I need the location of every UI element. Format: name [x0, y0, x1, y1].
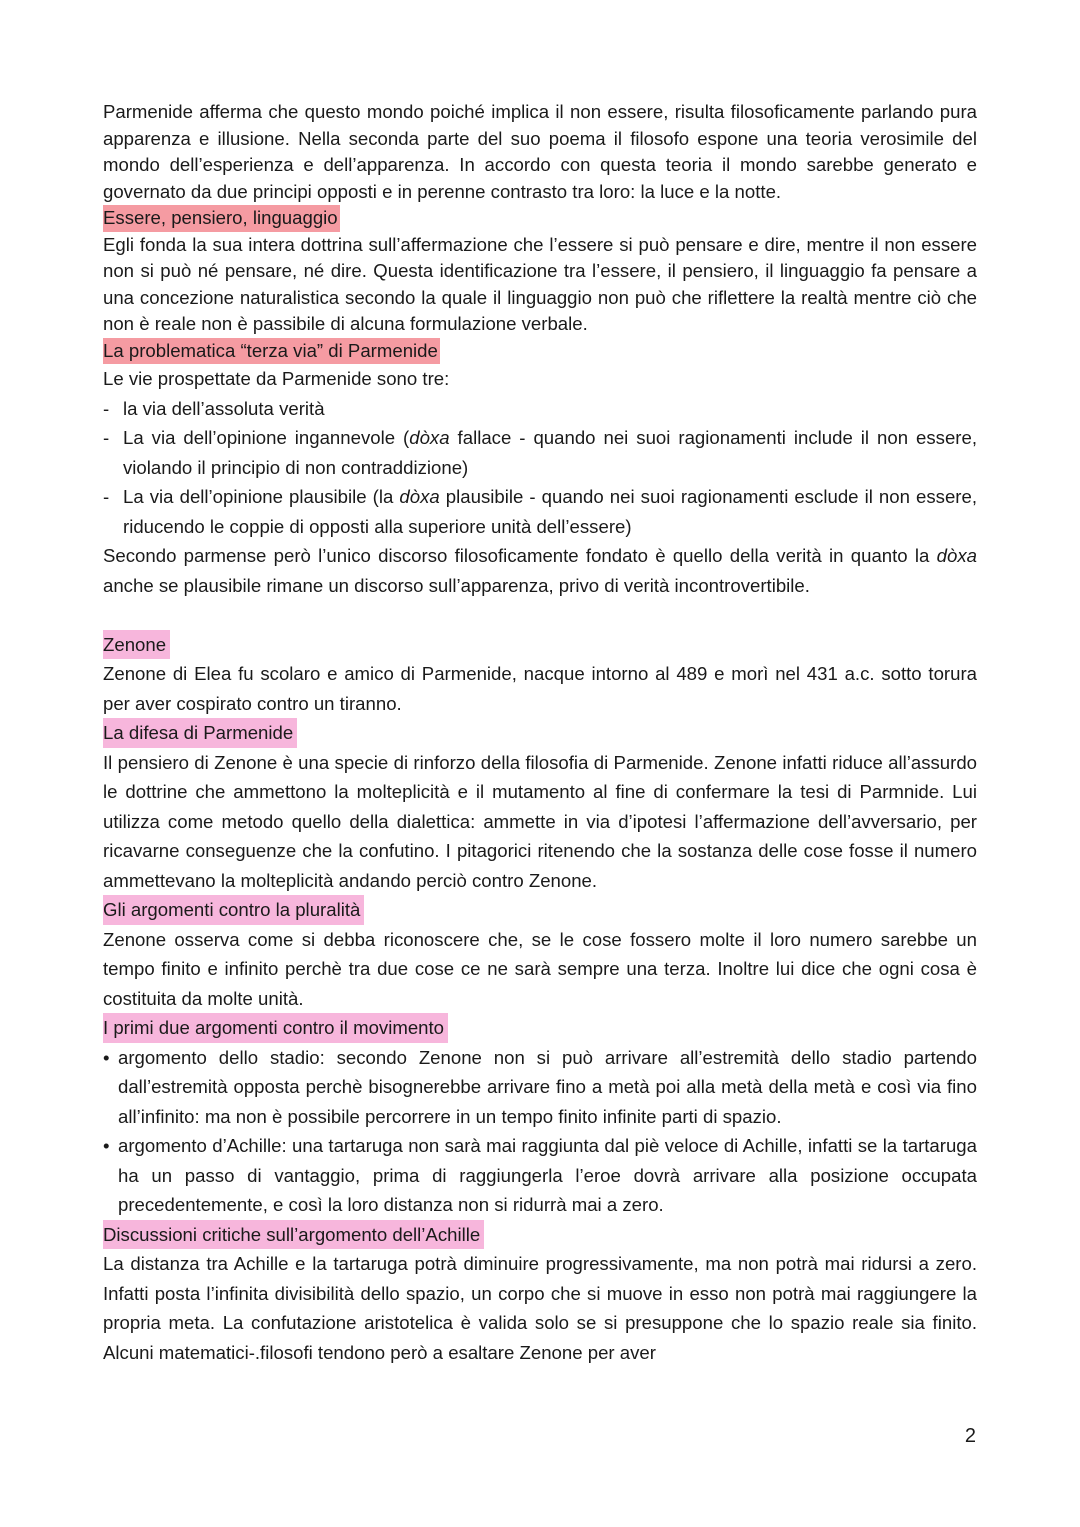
terza-via-conclusion: Secondo parmense però l’unico discorso filosoficamente fondato è quello della verità in quanto la dòxa anche se plausibile rimane un discorso sull’apparenza, privo di verità incontrovertibile. — [103, 545, 977, 596]
paragraph-essere: Egli fonda la sua intera dottrina sull’affermazione che l’essere si può pensare e dire, mentre il non essere non si può né pensare, né dire. Questa identificazione tra l’essere, il pensiero, il linguaggio fa pensare a una concezione naturalistica secondo la quale il linguaggio non può che riflettere la realtà mentre ciò che non è reale non è passibile di alcuna formulazione verbale. — [103, 233, 977, 334]
heading-terza-via: La problematica “terza via” di Parmenide — [103, 338, 440, 365]
paragraph-pluralita: Zenone osserva come si debba riconoscere che, se le cose fossero molte il loro numero sarebbe un tempo finito e infinito perchè tra due cose ce ne sarà sempre una terza. Inoltre lui dice che ogni cosa è costituita da molte unità. — [103, 928, 977, 1009]
heading-pluralita: Gli argomenti contro la pluralità — [103, 895, 364, 925]
page-number: 2 — [964, 1425, 976, 1447]
heading-essere: Essere, pensiero, linguaggio — [103, 205, 340, 232]
intro-paragraph: Parmenide afferma che questo mondo poiché implica il non essere, risulta filosoficamente parlando pura apparenza e illusione. Nella seconda parte del suo poema il filosofo espone una teoria verosimile del mondo dell’esperienza e dell’apparenza. In accordo con questa teoria il mondo sarebbe generato e governato da due principi opposti e in perenne contrasto tra loro: la luce e la notte. — [103, 101, 977, 202]
paragraph-difesa: Il pensiero di Zenone è una specie di rinforzo della filosofia di Parmenide. Zenone infatti riduce all’assurdo le dottrine che ammettono la molteplicità e il mutamento al fine di confermare la tesi di Parmnide. Lui utilizza come metodo quello della dialettica: ammette in via d’ipotesi l’affermazione dell’avversario, per ricavarne conseguenze che la confutino. I pitagorici ritenendo che la sostanza delle cose fosse il numero ammettevano la molteplicità andando perciò contro Zenone. — [103, 751, 977, 891]
list-item: • argomento d’Achille: una tartaruga non sarà mai raggiunta dal piè veloce di Achille, infatti se la tartaruga ha un passo di vantaggio, prima di raggiungerla l’eroe dovrà arrivare alla posizione occupata precedentemente, e così la loro distanza non si ridurrà mai a zero. — [103, 1131, 977, 1220]
document-page — [103, 99, 977, 1367]
section-gap — [103, 600, 977, 630]
heading-zenone: Zenone — [103, 630, 170, 660]
paragraph-discussioni: La distanza tra Achille e la tartaruga potrà diminuire progressivamente, ma non potrà mai ridursi a zero. Infatti posta l’infinita divisibilità dello spazio, un corpo che si muove in esso non potrà mai raggiungere la propria meta. La confutazione aristotelica è valida solo se si presuppone che lo spazio reale sia finito. Alcuni matematici-.filosofi tendono però a esaltare Zenone per aver — [103, 1253, 977, 1363]
list-item: - La via dell’opinione ingannevole (dòxa fallace - quando nei suoi ragionamenti include il non essere, violando il principio di non contraddizione) — [103, 423, 977, 482]
heading-movimento: I primi due argomenti contro il movimento — [103, 1013, 448, 1043]
heading-difesa: La difesa di Parmenide — [103, 718, 297, 748]
list-item: • argomento dello stadio: secondo Zenone non si può arrivare all’estremità dello stadio partendo dall’estremità opposta perchè bisognerebbe arrivare fino a metà poi alla metà della metà e così via fino all’infinito: ma non è possibile percorrere in un tempo finito infinite parti di spazio. — [103, 1043, 977, 1132]
paragraph-zenone: Zenone di Elea fu scolaro e amico di Parmenide, nacque intorno al 489 e morì nel 431 a.c. sotto torura per aver cospirato contro un tiranno. — [103, 663, 977, 714]
list-item: - la via dell’assoluta verità — [103, 394, 977, 424]
terza-via-intro: Le vie prospettate da Parmenide sono tre: — [103, 368, 450, 389]
heading-discussioni: Discussioni critiche sull’argomento dell’Achille — [103, 1220, 484, 1250]
movimento-list — [103, 1043, 977, 1220]
list-item: - La via dell’opinione plausibile (la dòxa plausibile - quando nei suoi ragionamenti esclude il non essere, riducendo le coppie di opposti alla superiore unità dell’essere) — [103, 482, 977, 541]
terza-via-list — [103, 394, 977, 542]
